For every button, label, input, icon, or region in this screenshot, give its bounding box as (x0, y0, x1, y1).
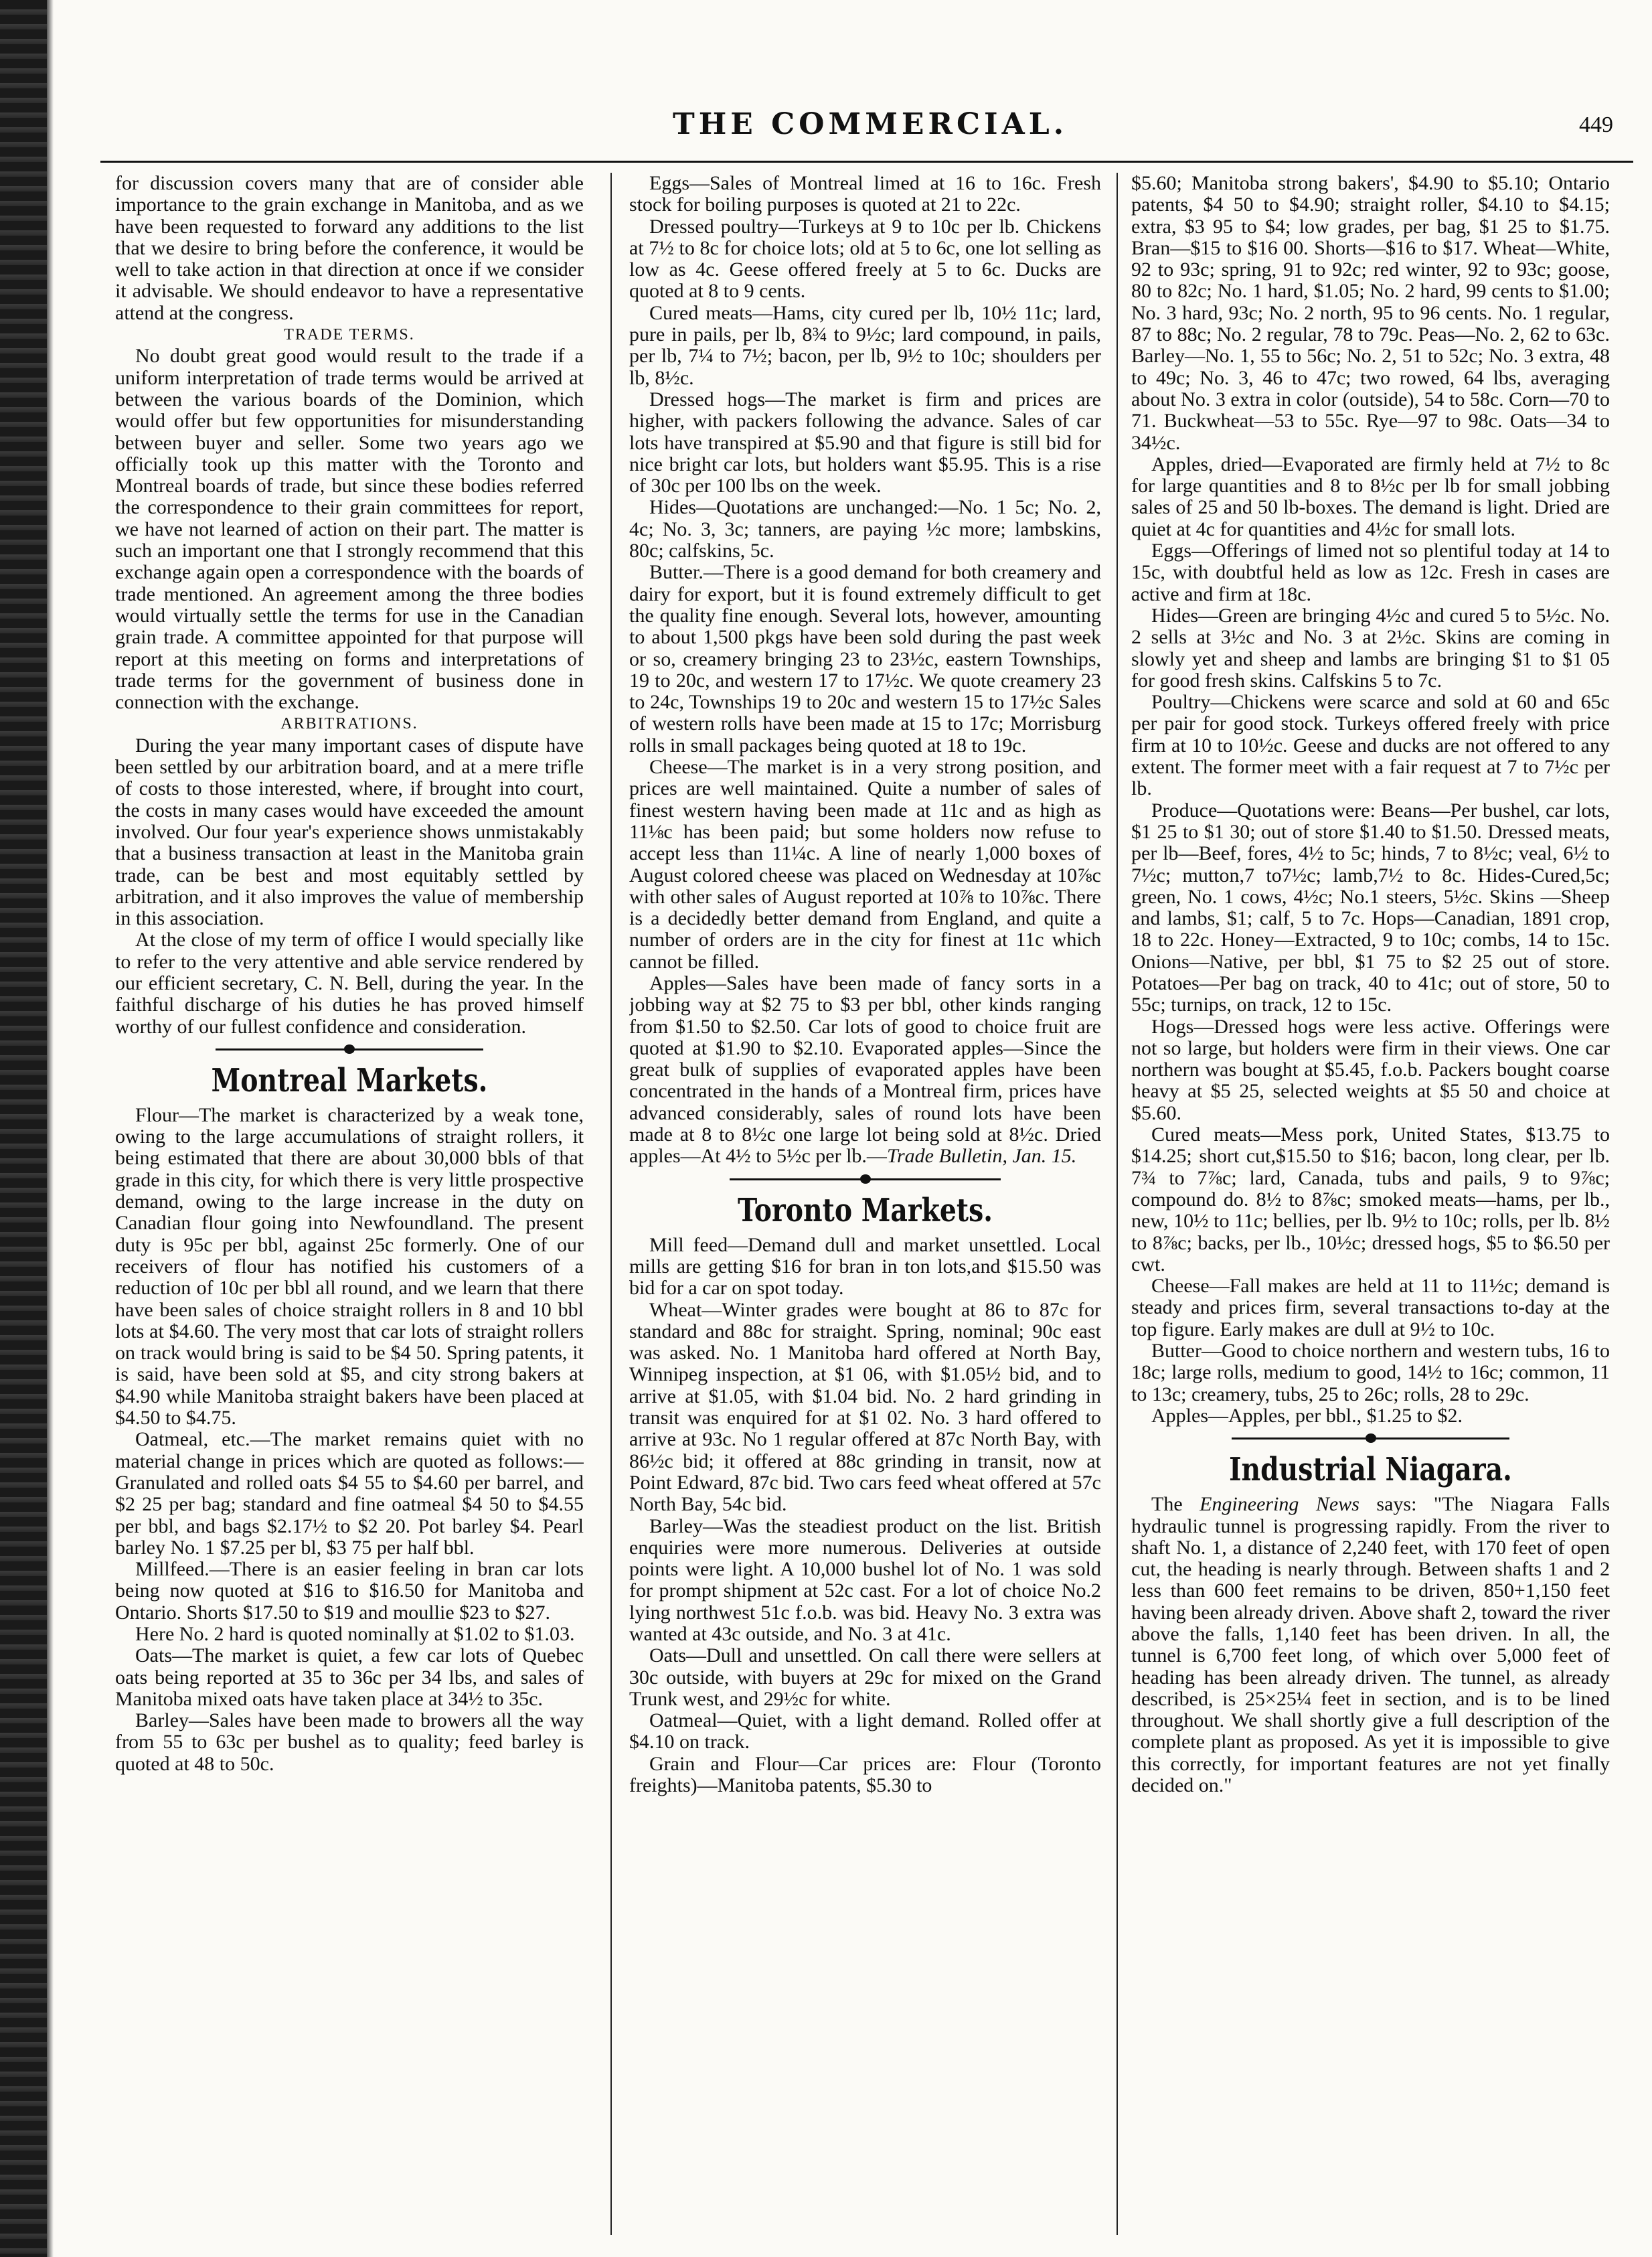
section-title-toronto: Toronto Markets. (738, 1191, 993, 1229)
paragraph: Barley—Was the steadiest product on the list. British enquiries were more numerous. Deliveries at outside points were light. A 10,000 bushel lot of No. 1 was sold for prompt shipment at 52c cast. For a lot of choice No.2 lying northwest 51c f.o.b. was bid. Heavy No. 3 extra was wanted at 43c outside, and No. 3 at 41c. (629, 1514, 1101, 1645)
paragraph: Oats—The market is quiet, a few car lots of Quebec oats being reported at 35 to 36c per 34 lbs, and sales of Manitoba mixed oats have taken place at 34½ to 35c. (115, 1644, 584, 1710)
paragraph: Oats—Dull and unsettled. On call there were sellers at 30c outside, with buyers at 29c for mixed on the Grand Trunk west, and 29½c for white. (629, 1644, 1101, 1710)
paragraph: Eggs—Offerings of limed not so plentiful today at 14 to 15c, with doubtful held as low as 12c. Fresh in cases are active and firm at 18c. (1131, 540, 1610, 605)
paragraph: Cured meats—Mess pork, United States, $13.75 to $14.25; short cut,$15.50 to $16; bacon, long clear, per lb. 7¾ to 7⅞c; lard, Canada, tubs and pails, 9 to 9⅞c; compound do. 8½ to 8⅞c; smoked meats—hams, per lb., new, 10½ to 11c; bellies, per lb. 9½ to 10c; rolls, per lb. 8½ to 8⅞c; backs, per lb., 10½c; dressed hogs, $5 to $6.50 per cwt. (1131, 1123, 1610, 1275)
paragraph: Mill feed—Demand dull and market unsettled. Local mills are getting $16 for bran in ton lots,and $15.50 was bid for a car on spot today. (629, 1233, 1101, 1300)
section-title-niagara: Industrial Niagara. (1229, 1451, 1512, 1489)
paragraph: No doubt great good would result to the trade if a uniform interpretation of trade terms would be arrived at between the various boards of the Dominion, which would offer but few opportunities for misunderstanding between buyer and seller. Some two years ago we officially took up this matter with the Toronto and Montreal boards of trade, but since these bodies referred the correspondence to their grain committees for report, we have not learned of action on their part. The matter is such an important one that I strongly recommend that this exchange again open a correspondence with the boards of trade mentioned. An agreement among the three bodies would virtually settle the terms for use in the Canadian grain trade. A committee appointed for that purpose will report at this meeting on forms and interpretations of trade terms for the government of business done in connection with the exchange. (115, 345, 584, 714)
paragraph: Eggs—Sales of Montreal limed at 16 to 16c. Fresh stock for boiling purposes is quoted at 21 to 22c. (629, 173, 1101, 216)
section-divider (629, 1172, 1101, 1186)
paragraph: Hides—Green are bringing 4½c and cured 5 to 5½c. No. 2 sells at 3½c and No. 3 at 2½c. Skins are coming in slowly yet and sheep and lambs are bringing $1 to $1 05 for good fresh skins. Calfskins 5 to 7c. (1131, 604, 1610, 692)
paragraph: Cured meats—Hams, city cured per lb, 10½ 11c; lard, pure in pails, per lb, 8¾ to 9½c; lard compound, in pails, per lb, 7¼ to 7½; bacon, per lb, 9½ to 10c; shoulders per lb, 8½c. (629, 301, 1101, 389)
niagara-lead: The (1151, 1493, 1183, 1516)
column-1 (115, 173, 584, 2235)
subhead-trade-terms: TRADE TERMS. (284, 326, 415, 344)
column-divider (1117, 173, 1118, 2235)
column-divider (610, 173, 612, 2235)
paragraph: Oatmeal, etc.—The market remains quiet with no material change in prices which are quoted as follows:—Granulated and rolled oats $4 55 to $4.60 per barrel, and $2 25 per bag; standard and fine oatmeal $4 50 to $4.55 per bbl, and bags $2.17½ to $2 20. Pot barley $4. Pearl barley No. 1 $7.25 per bl, $3 75 per half bbl. (115, 1428, 584, 1559)
paragraph: Flour—The market is characterized by a weak tone, owing to the large accumulations of straight rollers, it being estimated that there are about 30,000 bbls of that grade in this city, for which there is very little prospective demand, owing to the large increase in the duty on Canadian flour going into Newfoundland. The present duty is 95c per bbl, against 25c formerly. One of our receivers of flour has notified his customers of a reduction of 10c per bbl all round, and we learn that there have been sales of choice straight rollers in 8 and 10 bbl lots at $4.60. The very most that car lots of straight rollers on track would bring is said to be $4 50. Spring patents, it is said, have been sold at $5, and city strong bakers at $4.90 while Manitoba straight bakers have been placed at $4.50 to $4.75. (115, 1103, 584, 1429)
paragraph: At the close of my term of office I would specially like to refer to the very attentive and able service rendered by our efficient secretary, C. N. Bell, during the year. In the faithful discharge of his duties he has proved himself worthy of our fullest confidence and consideration. (115, 929, 584, 1038)
page-binding-edge (47, 0, 54, 2257)
paragraph: Hogs—Dressed hogs were less active. Offerings were not so large, but holders were firm in their views. One car northern was bought at $5.45, f.o.b. Packers bought coarse heavy at $5 25, selected weights at $5 50 and choice at $5.60. (1131, 1015, 1610, 1124)
paragraph: Cheese—Fall makes are held at 11 to 11½c; demand is steady and prices firm, several transactions to-day at the top figure. Early makes are dull at 9½ to 10c. (1131, 1275, 1610, 1340)
subhead-arbitrations: ARBITRATIONS. (280, 715, 418, 733)
paragraph: Butter.—There is a good demand for both creamery and dairy for export, but it is found extremely difficult to get the quality fine enough. Several lots, however, amounting to about 1,500 pkgs have been sold during the past week or so, creamery bringing 23 to 23½c, eastern Townships, 19 to 20c, and western 17 to 17½c. We quote creamery 23 to 24c, Townships 19 to 20c and western 15 to 17½c Sales of western rolls have been made at 15 to 17c; Morrisburg rolls in small packages being quoted at 18 to 19c. (629, 561, 1101, 757)
paragraph: Dressed hogs—The market is firm and prices are higher, with packers following the advance. Sales of car lots have transpired at $5.90 and that figure is still bid for nice bright car lots, but holders want $5.95. This is a rise of 30c per 100 lbs on the week. (629, 388, 1101, 497)
paragraph: Barley—Sales have been made to browers all the way from 55 to 63c per bushel as to quality; feed barley is quoted at 48 to 50c. (115, 1709, 584, 1775)
paragraph: Apples—Apples, per bbl., $1.25 to $2. (1151, 1404, 1463, 1427)
apples-text: Apples—Sales have been made of fancy sorts in a jobbing way at $2 75 to $3 per bbl, other kinds ranging from $1.50 to $2.50. Car lots of good to choice fruit are quoted at $1.90 to $2.10. Evaporated apples—Since the great bulk of supplies of evaporated apples have been concentrated in the hands of a Montreal firm, prices have advanced considerably, sales of round lots have been made at 8 to 8½c one large lot being sold at 8½c. Dried apples—At 4½ to 5½c per lb.— (629, 971, 1101, 1168)
paragraph: Dressed poultry—Turkeys at 9 to 10c per lb. Chickens at 7½ to 8c for choice lots; old at 5 to 6c, one lot selling as low as 4c. Geese offered freely at 5 to 6c. Ducks are quoted at 8 to 9 cents. (629, 215, 1101, 303)
paragraph: Grain and Flour—Car prices are: Flour (Toronto freights)—Manitoba patents, $5.30 to (629, 1752, 1101, 1797)
paragraph (1131, 1494, 1610, 1796)
paragraph: Here No. 2 hard is quoted nominally at $1.02 to $1.03. (135, 1623, 575, 1645)
source-citation: Trade Bulletin, Jan. 15. (886, 1145, 1077, 1168)
paragraph: Hides—Quotations are unchanged:—No. 1 5c; No. 2, 4c; No. 3, 3c; tanners, are paying ½c more; lambskins, 80c; calfskins, 5c. (629, 496, 1101, 562)
paragraph: Apples, dried—Evaporated are firmly held at 7½ to 8c for large quantities and 8 to 8½c per lb for small jobbing sales of 25 and 50 lb-boxes. The demand is light. Dried are quiet at 4c for quantities and 4½c for small lots. (1131, 453, 1610, 540)
section-divider (115, 1042, 584, 1057)
masthead (107, 107, 1633, 147)
paragraph (629, 973, 1101, 1168)
column-3 (1131, 173, 1610, 2235)
paragraph: Oatmeal—Quiet, with a light demand. Rolled offer at $4.10 on track. (629, 1709, 1101, 1754)
column-2 (629, 173, 1101, 2235)
niagara-says: says: (1376, 1493, 1417, 1516)
paragraph: for discussion covers many that are of consider able importance to the grain exchange in Manitoba, and as we have been requested to forward any additions to the list that we desire to bring before the conference, it would be well to take action in that direction at once if we consider it advisable. We should endeavor to have a representative attend at the congress. (115, 173, 584, 324)
section-title-montreal: Montreal Markets. (211, 1061, 488, 1099)
niagara-text: "The Niagara Falls hydraulic tunnel is progressing rapidly. From the river to shaft No. 1, a distance of 2,240 feet, with 170 feet of open cut, the heading is nearly through. Between shafts 1 and 2 less than 600 feet remains to be driven, 850+1,150 feet having been already driven. Above shaft 2, toward the river above the falls, 1,140 feet has been driven. In all, the tunnel is 6,700 feet long, of which over 5,000 feet of heading has been already driven. The tunnel, as already described, is 25×25¼ feet in section, and is to be lined throughout. We shall shortly give a full description of the complete plant as proposed. As yet it is impossible to give this correctly, for important features are not yet finally decided on." (1131, 1493, 1610, 1797)
paragraph: Cheese—The market is in a very strong position, and prices are well maintained. Quite a number of sales of finest western having been made at 11c and as high as 11⅛c has been paid; but some holders now refuse to accept less than 11¼c. A line of nearly 1,000 boxes of August colored cheese was placed on Wednesday at 10⅞c with other sales of August reported at 10⅞ to 10⅞c. There is a decidedly better demand from England, and quite a number of orders are in the city for finest at 11c which cannot be filled. (629, 756, 1101, 973)
paragraph: Produce—Quotations were: Beans—Per bushel, car lots, $1 25 to $1 30; out of store $1.40 to $1.50. Dressed meats, per lb—Beef, fores, 4½ to 5c; hinds, 7 to 8½c; veal, 6½ to 7½c; mutton,7 to7½c; lamb,7½ to 8c. Hides-Cured,5c; green, No. 1 cows, 4½c; No.1 steers, 5½c. Skins —Sheep and lambs, $1; calf, 5 to 7c. Hops—Canadian, 1891 crop, 18 to 22c. Honey—Extracted, 9 to 10c; combs, 14 to 15c. Onions—Native, per bbl, $1 75 to $2 25 out of store. Potatoes—Per bag on track, 40 to 41c; out of store, 50 to 55c; turnips, on track, 12 to 15c. (1131, 799, 1610, 1016)
section-divider (1131, 1431, 1610, 1446)
paragraph: Butter—Good to choice northern and western tubs, 16 to 18c; large rolls, medium to good, 14½ to 16c; common, 11 to 13c; creamery, tubs, 25 to 26c; rolls, 28 to 29c. (1131, 1340, 1610, 1405)
paragraph: Wheat—Winter grades were bought at 86 to 87c for standard and 88c for straight. Spring, nominal; 90c east was asked. No. 1 Manitoba hard offered at North Bay, Winnipeg inspection, at $1 06, with $1.05½ bid, and to arrive at $1.05, with $1.04 bid. No. 2 hard grinding in transit was enquired for at $1 02. No. 3 hard offered to arrive at 93c. No 1 regular offered at 87c North Bay, with 86½c bid; it offered at 88c grinding in transit, now at Point Edward, 87c bid. Two cars feed wheat offered at 57c North Bay, 54c bid. (629, 1298, 1101, 1516)
header-rule (100, 161, 1633, 163)
source-citation: Engineering News (1200, 1493, 1359, 1516)
paragraph: Poultry—Chickens were scarce and sold at 60 and 65c per pair for good stock. Turkeys offered freely with price firm at 10 to 10½c. Geese and ducks are not offered to any extent. The former meet with a fair request at 7 to 7½c per lb. (1131, 691, 1610, 800)
page-number: 449 (1579, 112, 1613, 137)
publication-title: THE COMMERCIAL. (672, 107, 1068, 141)
paragraph: $5.60; Manitoba strong bakers', $4.90 to $5.10; Ontario patents, $4 50 to $4.90; straight roller, $4.10 to $4.15; extra, $3 95 to $4; low grades, per bag, $1 25 to $1.75. Bran—$15 to $16 00. Shorts—$16 to $17. Wheat—White, 92 to 93c; spring, 91 to 92c; red winter, 92 to 93c; goose, 80 to 82c; No. 1 hard, $1.05; No. 2 hard, 99 cents to $1.00; No. 3 hard, 93c; No. 2 north, 95 to 96 cents. No. 1 regular, 87 to 88c; No. 2 regular, 78 to 79c. Peas—No. 2, 62 to 63c. Barley—No. 1, 55 to 56c; No. 2, 51 to 52c; No. 3 extra, 48 to 49c; No. 3, 46 to 47c; two rowed, 64 lbs, averaging about No. 3 extra in color (outside), 54 to 58c. Corn—70 to 71. Buckwheat—53 to 55c. Rye—97 to 98c. Oats—34 to 34½c. (1131, 173, 1610, 454)
paragraph: Millfeed.—There is an easier feeling in bran car lots being now quoted at $16 to $16.50 for Manitoba and Ontario. Shorts $17.50 to $19 and moullie $23 to $27. (115, 1558, 584, 1624)
page-binding (0, 0, 47, 2257)
paragraph: During the year many important cases of dispute have been settled by our arbitration board, and at a mere trifle of costs to those interested, where, if brought into court, the costs in many cases would have exceeded the amount involved. Our four year's experience shows unmistakably that a business transaction at least in the Manitoba grain trade, can be best and most equitably settled by arbitration, and it also improves the value of membership in this association. (115, 734, 584, 930)
